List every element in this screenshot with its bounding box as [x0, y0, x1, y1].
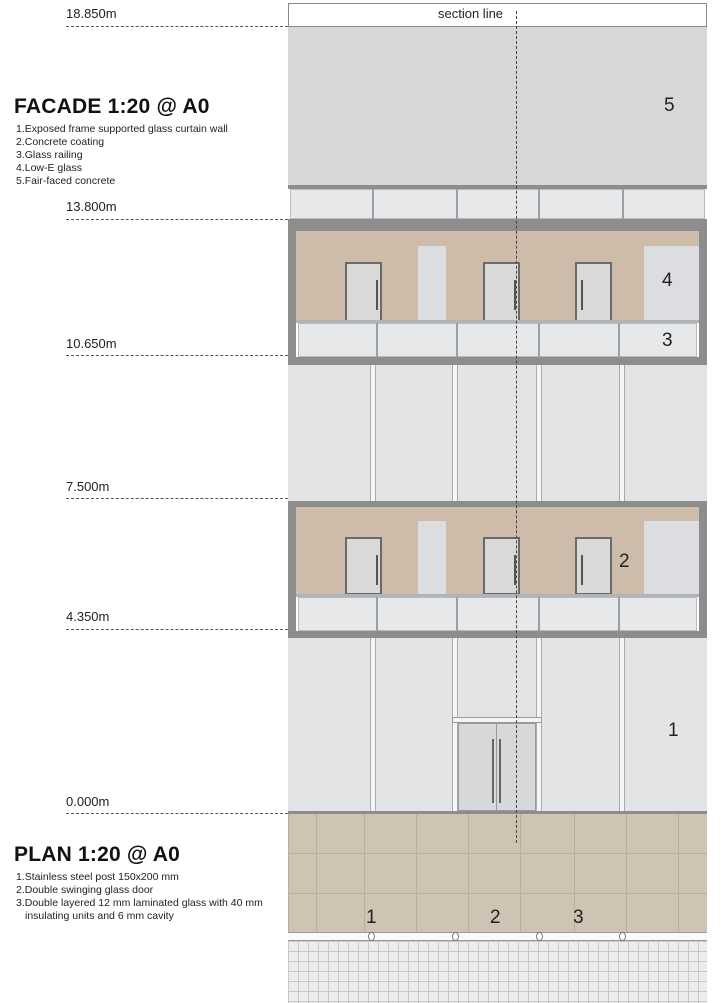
lower-floor-side-right [699, 507, 707, 631]
building-elevation [288, 3, 707, 1003]
callout-4: 4 [662, 270, 673, 291]
level-label-0000: 0.000m [66, 794, 110, 809]
top-band-mullion [622, 189, 624, 219]
railing-post [538, 323, 540, 357]
floor-board-line [468, 814, 469, 932]
section-line-label: section line [438, 6, 504, 21]
upper-glass-railing [298, 323, 697, 357]
entrance-door-split [496, 723, 497, 811]
floor-board-line [364, 814, 365, 932]
entrance-double-door [458, 723, 536, 811]
plan-glass-wall [288, 932, 707, 941]
facade-note-1: 1.Exposed frame supported glass curtain wall [16, 123, 228, 135]
upper-glass-panel-narrow [418, 246, 446, 321]
facade-title: FACADE 1:20 @ A0 [14, 95, 210, 118]
door-handle [581, 280, 583, 310]
floor-board-line [520, 814, 521, 932]
curtain-wall-mullion [370, 365, 376, 501]
floor-board-joint [288, 893, 707, 894]
railing-post [456, 597, 458, 631]
upper-floor-side-right [699, 231, 707, 357]
plan-steel-post [368, 932, 375, 941]
upper-door-left [345, 262, 382, 322]
plan-steel-post [452, 932, 459, 941]
floor-board-line [626, 814, 627, 932]
railing-post [618, 597, 620, 631]
middle-curtain-wall [288, 365, 707, 501]
upper-floor-side-left [288, 231, 296, 357]
level-line-0000 [66, 813, 288, 814]
plan-callout-3: 3 [573, 907, 584, 928]
level-line-7500 [66, 498, 288, 499]
door-handle [376, 280, 378, 310]
level-line-4350 [66, 629, 288, 630]
railing-post [456, 323, 458, 357]
plan-callout-1: 1 [366, 907, 377, 928]
upper-door-center [483, 262, 520, 322]
lower-glass-panel-narrow [418, 521, 446, 595]
floor-board-joint [288, 853, 707, 854]
plan-note-2: 2.Double swinging glass door [16, 884, 154, 896]
top-band-mullion [456, 189, 458, 219]
callout-1: 1 [668, 720, 679, 741]
curtain-wall-mullion [370, 638, 376, 811]
top-glass-band [290, 189, 705, 219]
facade-note-4: 4.Low-E glass [16, 162, 82, 174]
curtain-wall-mullion [619, 365, 625, 501]
floor-board-line [288, 814, 289, 932]
curtain-wall-mullion [536, 365, 542, 501]
floor-board-line [678, 814, 679, 932]
lower-door-right [575, 537, 612, 595]
level-label-18850: 18.850m [66, 6, 117, 21]
curtain-wall-mullion [452, 365, 458, 501]
entrance-door-handle-left [492, 739, 494, 803]
top-band-mullion [372, 189, 374, 219]
slab-10650 [288, 357, 707, 365]
lower-glass-panel-wide [644, 521, 699, 595]
door-handle [376, 555, 378, 585]
lower-glass-railing [298, 597, 697, 631]
plan-notes [16, 871, 263, 923]
facade-note-5: 5.Fair-faced concrete [16, 175, 116, 187]
callout-2: 2 [619, 551, 630, 572]
floor-board-line [416, 814, 417, 932]
fair-faced-concrete-parapet [288, 27, 707, 185]
floor-board-line [316, 814, 317, 932]
level-line-18850 [66, 26, 288, 27]
slab-13800 [288, 219, 707, 231]
plan-steel-post [619, 932, 626, 941]
plan-title: PLAN 1:20 @ A0 [14, 843, 181, 866]
callout-5: 5 [664, 95, 675, 116]
plan-note-3: 3.Double layered 12 mm laminated glass with 40 mm [16, 897, 263, 909]
railing-post [538, 597, 540, 631]
lower-floor-side-left [288, 507, 296, 631]
railing-post [376, 597, 378, 631]
curtain-wall-mullion [619, 638, 625, 811]
entrance-door-handle-right [499, 739, 501, 803]
curtain-wall-mullion [536, 638, 542, 811]
plan-callout-2: 2 [490, 907, 501, 928]
lower-door-center [483, 537, 520, 595]
facade-note-2: 2.Concrete coating [16, 136, 105, 148]
door-handle [581, 555, 583, 585]
level-line-10650 [66, 355, 288, 356]
lower-door-left [345, 537, 382, 595]
plan-steel-post [536, 932, 543, 941]
railing-post [376, 323, 378, 357]
plan-note-4: insulating units and 6 mm cavity [25, 910, 174, 922]
plan-grid-strip [288, 941, 707, 1003]
plan-note-1: 1.Stainless steel post 150x200 mm [16, 871, 179, 883]
level-label-10650: 10.650m [66, 336, 117, 351]
callout-3: 3 [662, 330, 673, 351]
upper-door-right [575, 262, 612, 322]
level-label-7500: 7.500m [66, 479, 110, 494]
level-label-4350: 4.350m [66, 609, 110, 624]
facade-notes [16, 123, 228, 188]
slab-4350 [288, 631, 707, 638]
facade-note-3: 3.Glass railing [16, 149, 83, 161]
section-line [516, 11, 517, 843]
level-label-13800: 13.800m [66, 199, 117, 214]
railing-post [618, 323, 620, 357]
level-line-13800 [66, 219, 288, 220]
top-band-mullion [538, 189, 540, 219]
